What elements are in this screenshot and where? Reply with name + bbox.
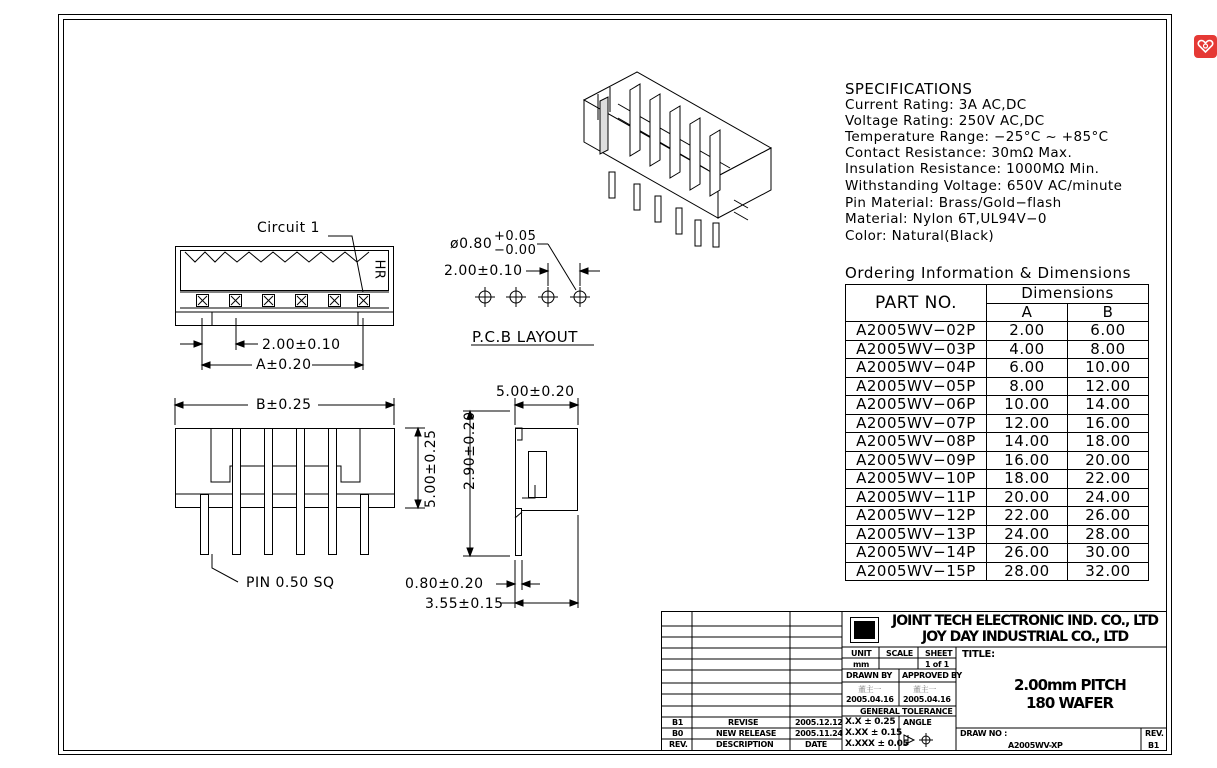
part-number-cell: A2005WV−15P: [846, 562, 987, 581]
dim-a-cell: 10.00: [987, 396, 1068, 415]
part-number-cell: A2005WV−08P: [846, 433, 987, 452]
side-width-label: 5.00±0.20: [496, 384, 575, 400]
front-view: [175, 398, 425, 582]
part-row: [846, 359, 1149, 378]
part-number-cell: A2005WV−11P: [846, 488, 987, 507]
company-name-2: JOY DAY INDUSTRIAL CO., LTD: [922, 629, 1129, 645]
dim-b-cell: 10.00: [1068, 359, 1149, 378]
sheet-value: 1 of 1: [925, 660, 949, 669]
dim-a-cell: 2.00: [987, 322, 1068, 341]
dim-b-cell: 14.00: [1068, 396, 1149, 415]
drawn-date: 2005.04.16: [846, 695, 894, 704]
tolerance-1: X.X ± 0.25: [845, 717, 896, 727]
spec-line: Withstanding Voltage: 650V AC/minute: [845, 178, 1123, 194]
spec-line: Insulation Resistance: 1000MΩ Min.: [845, 161, 1100, 177]
part-row: [846, 433, 1149, 452]
rev-label: REV.: [1145, 729, 1164, 738]
dim-a-cell: 4.00: [987, 340, 1068, 359]
dim-b-cell: 30.00: [1068, 544, 1149, 563]
dim-b-cell: 12.00: [1068, 377, 1149, 396]
dim-a-cell: 12.00: [987, 414, 1068, 433]
rev-head-date: DATE: [805, 740, 827, 749]
pitch-label: 2.00±0.10: [262, 337, 341, 353]
dim-a-label: A±0.20: [256, 357, 312, 373]
hr-mark: HR: [371, 259, 387, 280]
dim-b-cell: 20.00: [1068, 451, 1149, 470]
part-row: [846, 451, 1149, 470]
pin-label: PIN 0.50 SQ: [246, 575, 335, 591]
drawing-title-line1: 2.00mm PITCH: [1014, 676, 1126, 694]
part-row: [846, 507, 1149, 526]
title-label: TITLE:: [962, 649, 995, 660]
rev-row-1-desc: REVISE: [728, 718, 759, 727]
dimensions-header: Dimensions: [987, 285, 1149, 304]
dim-a-cell: 28.00: [987, 562, 1068, 581]
part-number-cell: A2005WV−07P: [846, 414, 987, 433]
scale-label: SCALE: [886, 649, 913, 658]
part-row: [846, 396, 1149, 415]
dim-b-cell: 6.00: [1068, 322, 1149, 341]
dim-a-cell: 6.00: [987, 359, 1068, 378]
circuit-label: Circuit 1: [257, 220, 320, 236]
part-number-cell: A2005WV−04P: [846, 359, 987, 378]
sheet-label: SHEET: [925, 649, 953, 658]
col-a-header: A: [987, 303, 1068, 322]
dim-b-cell: 18.00: [1068, 433, 1149, 452]
part-row: [846, 525, 1149, 544]
dim-b-cell: 28.00: [1068, 525, 1149, 544]
col-b-header: B: [1068, 303, 1149, 322]
hole-tol-plus: +0.05: [494, 229, 537, 244]
specifications-title: SPECIFICATIONS: [845, 80, 973, 98]
pcb-layout-label: P.C.B LAYOUT: [472, 328, 578, 346]
unit-value: mm: [853, 660, 870, 669]
dim-b-cell: 24.00: [1068, 488, 1149, 507]
part-number-cell: A2005WV−03P: [846, 340, 987, 359]
side-height-label: 2.90±0.20: [462, 411, 478, 490]
dimensions-table: [845, 284, 1149, 581]
spec-line: Temperature Range: −25°C ~ +85°C: [845, 129, 1109, 145]
approved-signature: 董主一: [913, 685, 937, 694]
dim-a-cell: 22.00: [987, 507, 1068, 526]
part-number-cell: A2005WV−02P: [846, 322, 987, 341]
spec-line: Material: Nylon 6T,UL94V−0: [845, 211, 1047, 227]
height-label: 5.00±0.25: [423, 429, 439, 508]
rev-row-1-rev: B1: [672, 718, 684, 727]
rev-value: B1: [1148, 741, 1160, 750]
spec-line: Color: Natural(Black): [845, 228, 995, 244]
part-row: [846, 470, 1149, 489]
approved-date: 2005.04.16: [903, 695, 951, 704]
unit-label: UNIT: [851, 649, 872, 658]
rev-head-rev: REV.: [669, 740, 688, 749]
part-row: [846, 562, 1149, 581]
dim-b-label: B±0.25: [256, 397, 312, 413]
rev-row-1-date: 2005.12.12: [795, 718, 843, 727]
part-row: [846, 340, 1149, 359]
spec-line: Current Rating: 3A AC,DC: [845, 97, 1027, 113]
drawn-by-label: DRAWN BY: [846, 671, 892, 680]
drawno-value: A2005WV-XP: [1008, 741, 1063, 750]
dim-a-cell: 14.00: [987, 433, 1068, 452]
general-tolerance-label: GENERAL TOLERANCE: [860, 707, 953, 716]
part-number-cell: A2005WV−05P: [846, 377, 987, 396]
dim-b-cell: 32.00: [1068, 562, 1149, 581]
dim-b-cell: 8.00: [1068, 340, 1149, 359]
spec-line: Contact Resistance: 30mΩ Max.: [845, 145, 1073, 161]
spec-line: Pin Material: Brass/Gold−flash: [845, 195, 1062, 211]
part-number-cell: A2005WV−09P: [846, 451, 987, 470]
approved-by-label: APPROVED BY: [902, 671, 962, 680]
rev-head-desc: DESCRIPTION: [716, 740, 774, 749]
tolerance-2: X.XX ± 0.15: [845, 728, 902, 738]
part-row: [846, 544, 1149, 563]
part-number-cell: A2005WV−06P: [846, 396, 987, 415]
pin-length-label: 3.55±0.15: [425, 596, 504, 612]
dim-b-cell: 16.00: [1068, 414, 1149, 433]
drawing-title-line2: 180 WAFER: [1026, 694, 1114, 712]
dim-a-cell: 8.00: [987, 377, 1068, 396]
dim-b-cell: 26.00: [1068, 507, 1149, 526]
hole-tol-minus: −0.00: [494, 243, 537, 258]
drawn-signature: 董主一: [858, 685, 882, 694]
dim-a-cell: 20.00: [987, 488, 1068, 507]
part-number-cell: A2005WV−13P: [846, 525, 987, 544]
company-name: JOINT TECH ELECTRONIC IND. CO., LTD: [892, 613, 1158, 629]
ordering-title: Ordering Information & Dimensions: [845, 264, 1131, 282]
part-row: [846, 488, 1149, 507]
pin-offset-label: 0.80±0.20: [405, 576, 484, 592]
drawno-label: DRAW NO :: [960, 729, 1008, 738]
part-no-header: PART NO.: [846, 285, 987, 322]
part-number-cell: A2005WV−12P: [846, 507, 987, 526]
dim-a-cell: 24.00: [987, 525, 1068, 544]
part-row: [846, 377, 1149, 396]
part-number-cell: A2005WV−10P: [846, 470, 987, 489]
pcb-pitch-label: 2.00±0.10: [444, 263, 523, 279]
angle-label: ANGLE: [903, 718, 932, 727]
connector-3d-view: [584, 72, 771, 247]
dim-a-cell: 16.00: [987, 451, 1068, 470]
part-row: [846, 414, 1149, 433]
hole-diameter-label: ø0.80: [450, 236, 493, 252]
dim-a-cell: 26.00: [987, 544, 1068, 563]
dim-a-cell: 18.00: [987, 470, 1068, 489]
rev-row-2-rev: B0: [672, 729, 684, 738]
part-row: [846, 322, 1149, 341]
rev-row-2-date: 2005.11.24: [795, 729, 843, 738]
part-number-cell: A2005WV−14P: [846, 544, 987, 563]
dim-b-cell: 22.00: [1068, 470, 1149, 489]
rev-row-2-desc: NEW RELEASE: [716, 729, 777, 738]
tolerance-3: X.XXX ± 0.05: [845, 739, 909, 749]
spec-line: Voltage Rating: 250V AC,DC: [845, 113, 1045, 129]
